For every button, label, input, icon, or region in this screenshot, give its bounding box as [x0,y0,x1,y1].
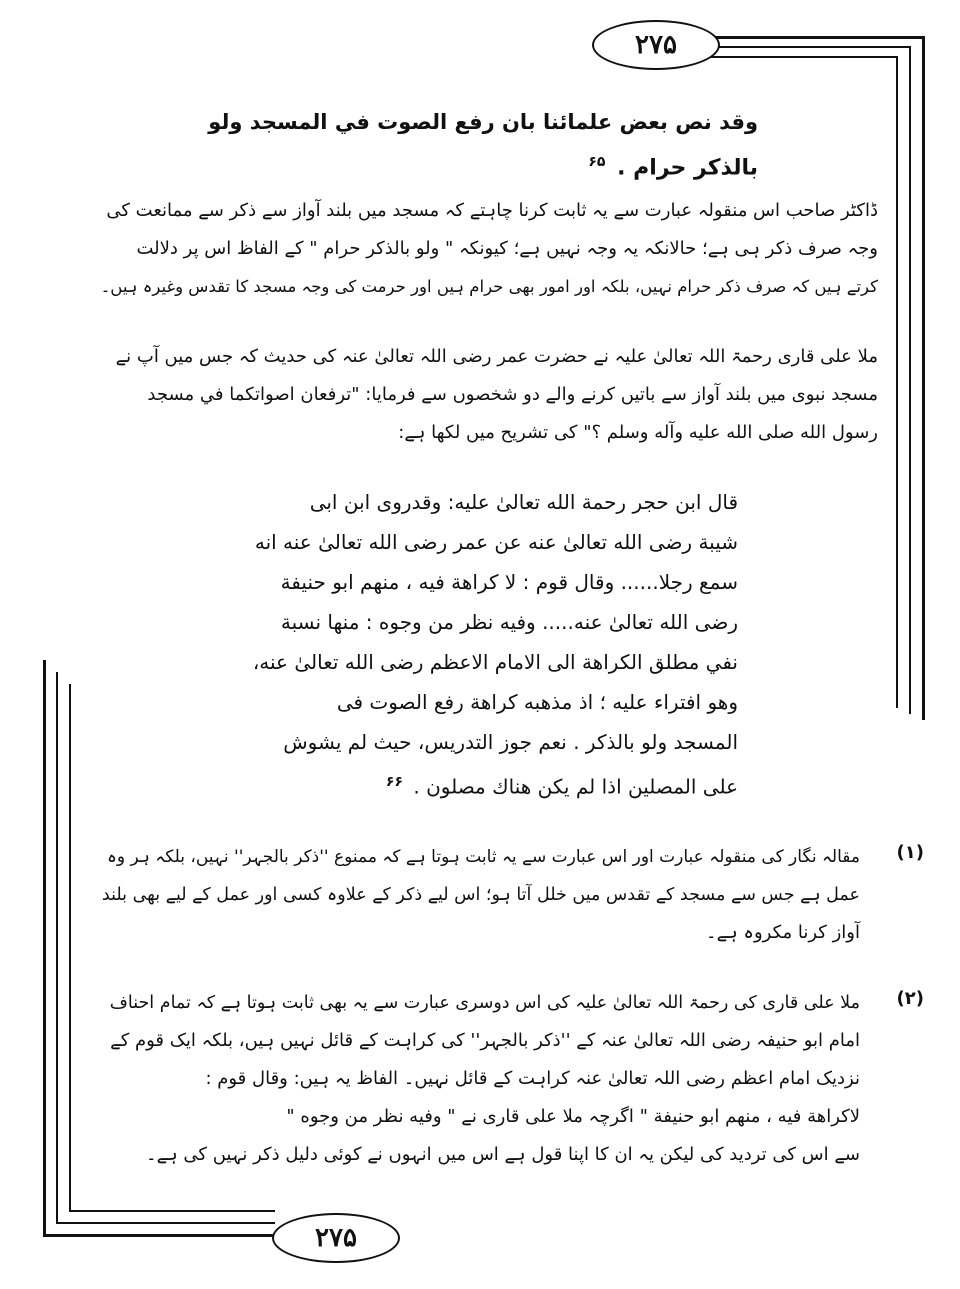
arabic-quote-2 [218,482,738,807]
arabic-quote-2-line-last [218,762,738,807]
page-number-top-text: ۲۷۵ [635,30,677,60]
point-line: ملا علی قاری کی رحمۃ اللہ تعالیٰ علیہ کی اس دوسری عبارت سے یہ بھی ثابت ہوتا ہے کہ تمام احناف [109,993,860,1013]
paragraph-1 [98,192,878,306]
frame-bottom-line-outer [43,1234,275,1237]
frame-left-line-inner [69,684,71,1212]
paragraph-line: مسجد نبوی میں بلند آواز سے باتیں کرنے والے دو شخصوں سے فرمایا: "ترفعان اصواتكما في مسجد [147,384,878,405]
page-number-bottom-text: ۲۷۵ [315,1223,357,1253]
paragraph-line: ملا علی قاری رحمۃ اللہ تعالیٰ علیہ نے حضرت عمر رضی اللہ تعالیٰ عنہ کی حدیث کہ جس میں آپ نے [115,346,878,367]
frame-right-line-inner [896,56,898,708]
arabic-quote-2-line: سمع رجلا...... وقال قوم : لا كراهة فيه ، منهم ابو حنيفة [280,570,738,594]
footnote-marker: ۶۶ [385,774,403,790]
point-line: مقالہ نگار کی منقولہ عبارت اور اس عبارت سے یہ ثابت ہوتا ہے کہ ممنوع ''ذکر بالجہر'' نہیں، بلکہ ہر وہ [106,847,860,867]
frame-top-line-inner [692,56,898,58]
point-line: نزدیک امام اعظم رضی اللہ تعالیٰ عنہ کراہت کے قائل نہیں۔ الفاظ یہ ہیں: وقال قوم : [205,1068,860,1089]
frame-right-line-mid [909,46,911,714]
paragraph-line: کرتے ہیں کہ صرف ذکر حرام نہیں، بلکہ اور امور بھی حرام ہیں اور حرمت کی وجہ مسجد کا تقدس وغیرہ ہیں۔ [100,277,878,296]
paragraph-line: رسول الله صلى الله عليه وآله وسلم ؟" کی تشریح میں لکھا ہے: [398,422,878,443]
arabic-quote-1-text: بالذكر حرام . [617,155,758,181]
point-line: عمل ہے جس سے مسجد کے تقدس میں خلل آتا ہو؛ اس لیے ذکر کے علاوہ کسی اور عمل کے لیے بھی بلند [101,885,860,905]
frame-top-line-mid [692,46,911,48]
frame-left-line-mid [56,672,58,1224]
frame-top-line-outer [692,36,924,39]
point-2 [90,984,860,1174]
arabic-quote-2-line: شيبة رضى الله تعالىٰ عنه عن عمر رضى الله تعالىٰ عنه انه [254,530,738,554]
arabic-quote-2-line: نفي مطلق الكراهة الى الامام الاعظم رضى الله تعالىٰ عنه، [252,650,738,674]
arabic-quote-2-line: قال ابن حجر رحمة الله تعالىٰ عليه: وقدروى ابن ابى [309,490,738,514]
arabic-quote-1-line-last [198,142,758,188]
point-line: امام ابو حنیفہ رضی اللہ تعالیٰ عنہ کے ''ذکر بالجہر'' کی کراہت کے قائل نہیں ہیں، بلکہ ایک قوم کے [110,1030,860,1051]
point-line: سے اس کی تردید کی لیکن یہ ان کا اپنا قول ہے اس میں انہوں نے کوئی دلیل ذکر نہیں کی ہے۔ [146,1144,860,1165]
arabic-quote-2-line: رضى الله تعالىٰ عنه..... وفيه نظر من وجوه : منها نسبة [280,610,738,634]
arabic-quote-2-line: المسجد ولو بالذكر . نعم جوز التدريس، حيث لم يشوش [283,730,738,754]
point-line: آواز کرنا مکروہ ہے۔ [706,922,860,943]
footnote-marker: ۶۵ [588,154,606,170]
point-line: لاكراهة فيه ، منهم ابو حنيفة " اگرچہ ملا علی قاری نے " وفيه نظر من وجوه " [286,1106,860,1127]
arabic-quote-1-line: وقد نص بعض علمائنا بان رفع الصوت في المسجد ولو [208,110,758,134]
arabic-quote-1 [198,102,758,188]
paragraph-line: ڈاکٹر صاحب اس منقولہ عبارت سے یہ ثابت کرنا چاہتے کہ مسجد میں بلند آواز سے ذکر سے ممانعت کی [106,200,878,221]
frame-bottom-line-mid [56,1222,275,1224]
frame-bottom-line-inner [69,1210,275,1212]
paragraph-2 [98,338,878,452]
frame-right-line-outer [922,36,925,720]
point-2-label: (۲) [896,988,924,1009]
page-number-bottom [272,1213,400,1263]
arabic-quote-2-text: على المصلين اذا لم يكن هناك مصلون . [413,774,738,799]
frame-left-line-outer [43,660,46,1236]
point-1-label: (۱) [896,842,924,863]
point-1 [90,838,860,952]
page-number-top [592,20,720,70]
paragraph-line: وجہ صرف ذکر ہی ہے؛ حالانکہ یہ وجہ نہیں ہے؛ کیونکہ " ولو بالذکر حرام " کے الفاظ اس پر دلالت [136,238,878,259]
arabic-quote-2-line: وهو افتراء عليه ؛ اذ مذهبه كراهة رفع الصوت فى [336,690,738,714]
